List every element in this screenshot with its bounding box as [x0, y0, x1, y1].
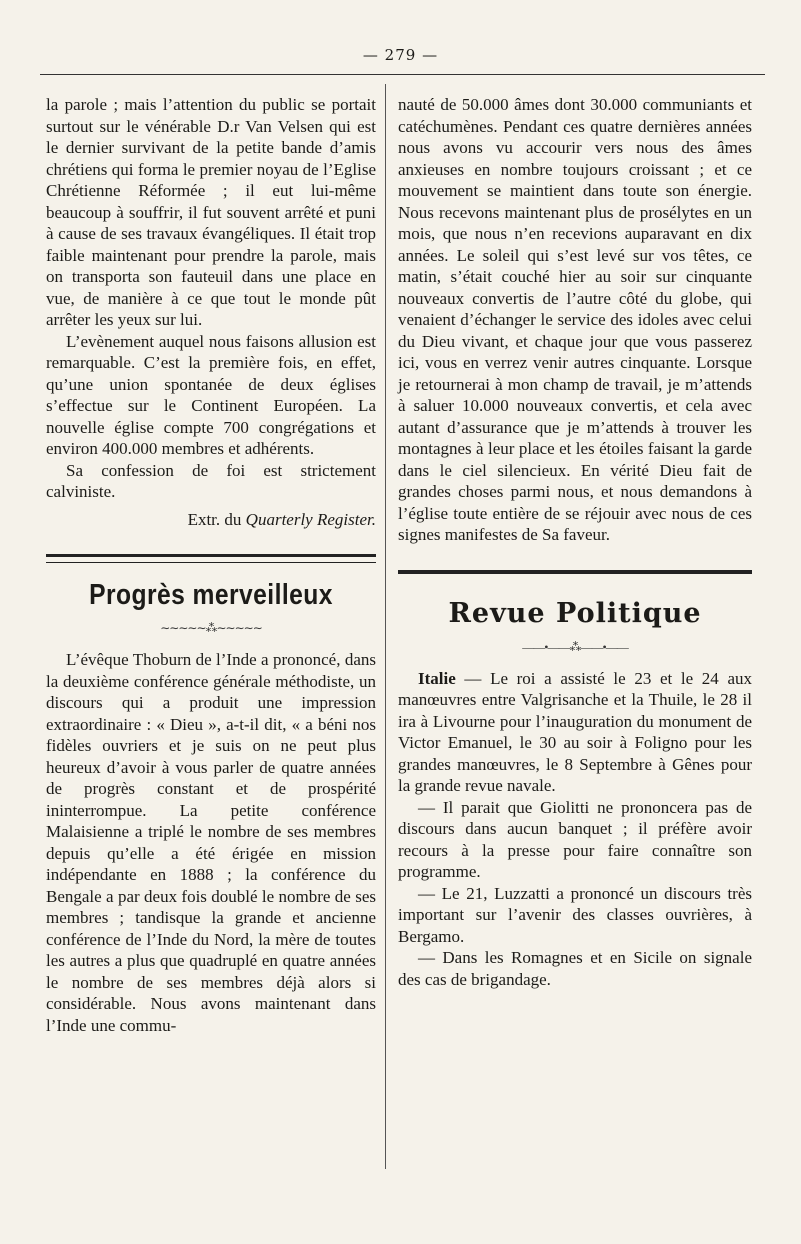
ornament-divider-right: ——•——⁂——•—— — [522, 639, 628, 654]
source-title: Quarterly Register. — [245, 509, 376, 529]
paragraph-continuation: nauté de 50.000 âmes dont 30.000 communiants et catéchumènes. Pendant ces quatre dernières années nous avons vu accourir vers nous des âmes anxieuses en nombre toujours croissant ; et ce mouvement se maintient dans toute son énergie. Nous recevons maintenant plus de prosélytes en un mois, que nous n’en recevions auparavant en dix années. Le soleil qui s’est levé sur vos têtes, ce matin, s’était couché hier au soir sur cinquante nouveaux convertis de l’autre côté du globe, qui venaient d’échanger le service des idoles avec celui du Dieu vivant, et chaque jour que vous passerez ici, vous en verrez venir autres cinquante. Lorsque je retournerai à mon champ de travail, je m’attends à saluer 10.000 nouveaux convertis, et cela avec autant d’assurance que je m’attends à trouver les montagnes à leur place et les étoiles faisant la garde dans le ciel silencieux. En vérité Dieu fait de grandes choses parmi nous, et nous demandons à l’église toute entière de se réjouir avec nous de ces signes manifestes de Sa faveur. — [398, 95, 752, 544]
paragraph-thoburn: L’évêque Thoburn de l’Inde a prononcé, dans la deuxième conférence générale méthodiste, un discours qui a produit une impression extraordinaire : « Dieu », a-t-il dit, « a béni nos fidèles ouvriers et je suis on ne peut plus heureux d’avoir à vous parler de quatre années de progrès constant et de prospérité ininterrompue. La petite conférence Malaisienne a triplé le nombre de ses membres depuis qu’elle a été érigée en mission indépendante en 1888 ; la conférence du Bengale a par deux fois doublé le nombre de ses membres ; tandisque la grande et ancienne conférence de l’Inde du Nord, la mère de toutes les autres a plus que quadruplé en quatre années le nombre de ses membres déjà alors si considérable. Nous avons maintenant dans l’Inde une commu- — [46, 650, 376, 1035]
section-title-progres: Progrès merveilleux — [89, 579, 333, 611]
right-column — [398, 94, 752, 990]
ornament-divider: ∼∼∼∼∼⁂∼∼∼∼∼ — [160, 621, 262, 635]
header-rule — [40, 74, 765, 75]
page-number: — 279 — — [362, 46, 439, 64]
section-separator-right — [398, 570, 752, 574]
paragraph-brigandage: — Dans les Romagnes et en Sicile on signale des cas de brigandage. — [398, 948, 752, 989]
run-in-italie: Italie — [418, 668, 456, 688]
paragraph-luzzatti: — Le 21, Luzzatti a prononcé un discours très important sur l’avenir des classes ouvrières, à Bergamo. — [398, 883, 752, 946]
section-separator — [46, 554, 376, 563]
paragraph-continued: la parole ; mais l’attention du public se portait surtout sur le vénérable D.r Van Velsen qui est le dernier survivant de la petite bande d’amis chrétiens qui forma le premier noyau de l’Eglise Chrétienne Réformée ; il eut lui-même beaucoup à souffrir, il fut souvent arrêté et puni à cause de ses travaux évangéliques. Il était trop faible maintenant pour prendre la parole, mais on transporta son fauteuil dans une place en vue, de manière à ce que tout le monde pût arrêter les yeux sur lui. — [46, 95, 376, 329]
column-divider — [385, 84, 386, 1169]
paragraph-italie — [398, 668, 752, 797]
source-prefix: Extr. du — [187, 509, 242, 529]
italie-text: — Le roi a assisté le 23 et le 24 aux manœuvres entre Valgrisanche et la Thuile, le 28 il ira à Livourne pour l’inauguration du monument de Victor Emanuel, le 30 au soir à Foligno pour les grandes manœuvres, le 8 Septembre à Gênes pour la grande revue navale. — [398, 668, 752, 795]
paragraph-confession: Sa confession de foi est strictement calviniste. — [46, 460, 376, 501]
section-title-revue-politique: Revue Politique — [448, 597, 702, 629]
left-column — [46, 94, 376, 1036]
source-attribution — [46, 509, 376, 531]
paragraph-giolitti: — Il parait que Giolitti ne prononcera pas de discours dans aucun banquet ; il préfère avoir recours à la presse pour faire connaître son programme. — [398, 797, 752, 881]
paragraph-union: L’evènement auquel nous faisons allusion est remarquable. C’est la première fois, en effet, qu’une union spontanée de deux églises s’effectue sur le Continent Européen. La nouvelle église compte 700 congrégations et environ 400.000 membres et adhérents. — [46, 331, 376, 458]
